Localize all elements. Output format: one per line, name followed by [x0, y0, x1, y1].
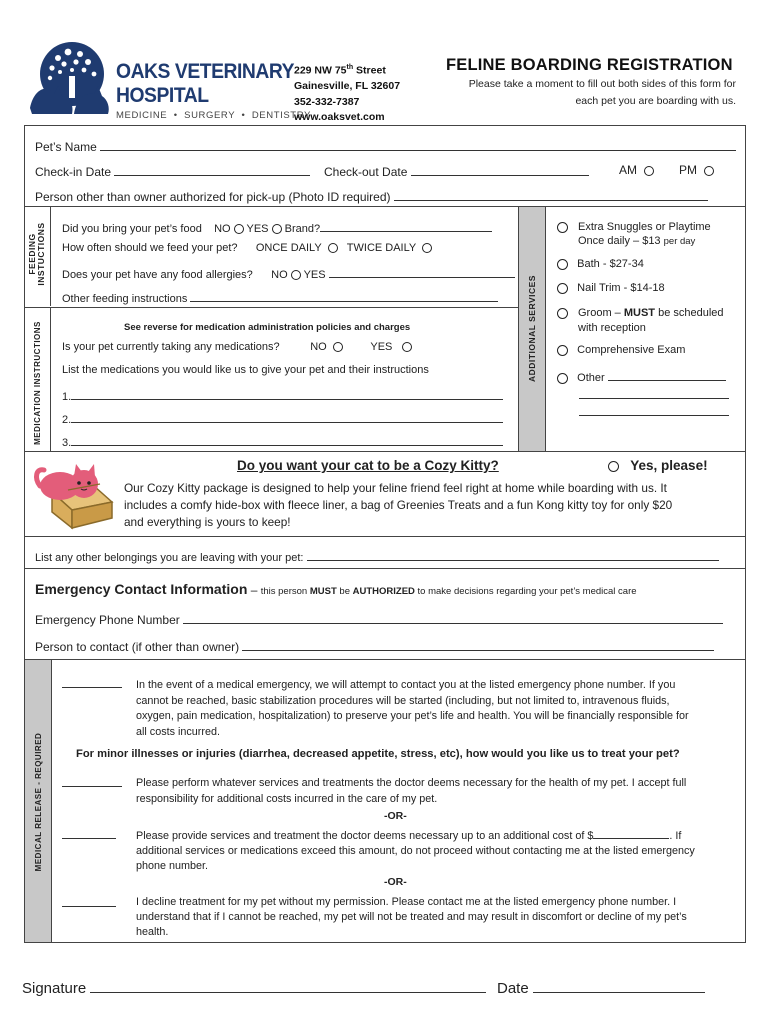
initial-field-3[interactable] [62, 828, 116, 839]
belongings-label: List any other belongings you are leaving with your pet: [35, 552, 304, 564]
clinic-name-line2: HOSPITAL [116, 84, 209, 107]
medical-release-tab-label: MEDICAL RELEASE - REQUIRED [34, 732, 43, 872]
exam-label: Comprehensive Exam [577, 344, 686, 356]
emergency-contact-label: Person to contact (if other than owner) [35, 640, 240, 654]
medication-list-label: List the medications you would like us to give your pet and their instructions [62, 364, 429, 376]
option-limited-treatment [136, 828, 695, 874]
medication-item-3 [62, 433, 503, 449]
cozy-kitty-question: Do you want your cat to be a Cozy Kitty? [237, 458, 499, 473]
or-divider-1: -OR- [384, 810, 407, 822]
medication-3-field[interactable] [71, 433, 503, 446]
pet-name-label: Pet’s Name [35, 140, 97, 154]
pm-radio[interactable] [704, 166, 714, 176]
option3-line1: I decline treatment for my pet without my permission. Please contact me at the listed emergency phone number. I [136, 896, 677, 908]
emergency-header: Emergency Contact Information – this person MUST be AUTHORIZED to make decisions regarding your pet’s medical care [35, 581, 637, 597]
medication-item-1 [62, 387, 503, 403]
service-exam[interactable] [557, 344, 685, 356]
initial-field-2[interactable] [62, 776, 122, 787]
snuggles-label-line1: Extra Snuggles or Playtime [578, 221, 711, 233]
signature-row [22, 978, 486, 997]
pickup-label: Person other than owner authorized for pick-up (Photo ID required) [35, 190, 391, 204]
nail-trim-radio[interactable] [557, 283, 568, 294]
bath-label: Bath - $27-34 [577, 258, 644, 270]
emergency-policy-text [136, 678, 689, 740]
divider-basic [24, 206, 746, 207]
nail-trim-label: Nail Trim - $14-18 [577, 282, 665, 294]
emergency-phone-row [35, 611, 723, 627]
cozy-desc-line3: and everything is yours to keep! [124, 515, 291, 529]
divider-cozy [24, 536, 746, 537]
once-daily-label: ONCE DAILY [255, 242, 322, 254]
food-no-radio[interactable] [234, 224, 244, 234]
option2-line2: additional services or medications exceed this amount, do not proceed without contacting me at the listed emergency [136, 845, 695, 857]
feeding-tab-label: FEEDING INSTUCTIONS [27, 222, 46, 286]
medication-item-2-number: 2. [62, 414, 72, 426]
emergency-note: this person MUST be AUTHORIZED to make decisions regarding your pet’s medical care [260, 586, 637, 597]
cat-in-box-icon [32, 456, 120, 530]
other-service-line-2[interactable] [579, 388, 729, 399]
divider-services [24, 451, 746, 452]
option-decline-treatment [136, 895, 687, 940]
allergies-yes-label: YES [303, 269, 326, 281]
am-option[interactable] [619, 163, 654, 177]
groom-label-line1: Groom – MUST be scheduled [578, 307, 724, 319]
medication-question-row [62, 341, 412, 353]
signature-field[interactable] [90, 978, 486, 993]
option2-line1: Please provide services and treatment the doctor deems necessary up to an additional cost of $ . If [136, 830, 682, 842]
medication-item-3-number: 3. [62, 437, 72, 449]
instructions-line1: Please take a moment to fill out both sides of this form for [468, 78, 736, 90]
food-question-row [62, 219, 492, 235]
cozy-yes-label: Yes, please! [630, 458, 708, 473]
brand-field[interactable] [320, 219, 492, 232]
frequency-row [62, 242, 432, 254]
date-label: Date [497, 980, 529, 997]
food-yes-radio[interactable] [272, 224, 282, 234]
other-radio[interactable] [557, 373, 568, 384]
emergency-title: Emergency Contact Information [35, 581, 248, 597]
emergency-contact-field[interactable] [242, 638, 714, 651]
clinic-phone: 352-332-7387 [294, 95, 360, 108]
medication-item-2 [62, 410, 503, 426]
allergies-row [62, 265, 515, 281]
allergies-no-radio[interactable] [291, 270, 301, 280]
instructions-line2: each pet you are boarding with us. [575, 95, 736, 107]
policy-line3: oxygen, pain medication, hospitalization) to preserve your pet’s life and health. You will be financially responsible for [136, 710, 689, 722]
am-label: AM [619, 163, 637, 177]
service-other[interactable] [557, 368, 726, 384]
or-divider-2: -OR- [384, 876, 407, 888]
food-question-label: Did you bring your pet’s food [62, 223, 202, 235]
medication-question-label: Is your pet currently taking any medications? [62, 341, 280, 353]
clinic-address [294, 60, 400, 126]
snuggles-label-line2: Once daily – $13 per day [578, 235, 696, 247]
brand-label: Brand? [284, 223, 321, 235]
cozy-desc-line2: includes a comfy hide-box with fleece liner, a bag of Greenies Treats and a fun Kong kitty toy for only $20 [124, 498, 673, 512]
groom-radio[interactable] [557, 308, 568, 319]
emergency-phone-label: Emergency Phone Number [35, 613, 180, 627]
pm-label: PM [679, 163, 697, 177]
see-reverse-note: See reverse for medication administration policies and charges [124, 322, 411, 333]
initial-field-4[interactable] [62, 896, 116, 907]
other-feeding-field[interactable] [190, 289, 498, 302]
pickup-person-field[interactable] [394, 188, 708, 201]
checkin-date-field[interactable] [114, 163, 310, 176]
option1-line1: Please perform whatever services and treatments the doctor deems necessary for the health of my pet. I accept full [136, 777, 687, 789]
pickup-row [35, 188, 708, 204]
groom-label-line2: with reception [578, 322, 646, 334]
initial-field-1[interactable] [62, 677, 122, 688]
date-row [497, 978, 705, 997]
checkout-label: Check-out Date [324, 165, 408, 179]
clinic-name [116, 60, 294, 108]
medication-yes-label: YES [370, 341, 393, 353]
policy-line2: cannot be reached, basic stabilization procedures will be started (including, but not limited to, intravenous fluids, [136, 694, 670, 707]
service-nail-trim[interactable] [557, 282, 665, 294]
food-yes-label: YES [246, 223, 269, 235]
medication-item-1-number: 1. [62, 391, 72, 403]
option3-line2: understand that if I cannot be reached, my pet will not be treated and may result in discomfort or decline of my pet’s [136, 911, 687, 923]
emergency-contact-row [35, 638, 714, 654]
allergies-field[interactable] [329, 265, 515, 278]
snuggles-radio[interactable] [557, 222, 568, 233]
form-title: FELINE BOARDING REGISTRATION [446, 56, 733, 74]
option3-line3: health. [136, 926, 169, 938]
checkout-row [324, 163, 589, 179]
divider-emergency [24, 659, 746, 660]
signature-label: Signature [22, 980, 87, 997]
am-radio[interactable] [644, 166, 654, 176]
medication-1-field[interactable] [71, 387, 503, 400]
belongings-field[interactable] [307, 548, 719, 561]
signature-date-field[interactable] [533, 978, 705, 993]
service-groom[interactable] [557, 306, 724, 336]
medication-2-field[interactable] [71, 410, 503, 423]
cozy-kitty-image [32, 456, 120, 530]
option-full-treatment [136, 776, 686, 807]
allergies-no-label: NO [271, 269, 288, 281]
divider-belongings [24, 568, 746, 569]
policy-line1: In the event of a medical emergency, we will attempt to contact you at the listed emergency phone number. If you [136, 679, 676, 691]
medication-yes-radio[interactable] [402, 342, 412, 352]
service-bath[interactable] [557, 258, 644, 270]
address-line2: Gainesville, FL 32607 [294, 80, 401, 92]
allergies-question-label: Does your pet have any food allergies? [62, 269, 253, 281]
cost-limit-field[interactable] [593, 828, 669, 839]
frequency-question-label: How often should we feed your pet? [62, 242, 238, 254]
pm-option[interactable] [679, 163, 714, 177]
medication-no-radio[interactable] [333, 342, 343, 352]
twice-daily-label: TWICE DAILY [346, 242, 417, 254]
checkout-date-field[interactable] [411, 163, 589, 176]
pet-name-row [35, 138, 736, 154]
services-tab-label: ADDITIONAL SERVICES [527, 275, 537, 382]
other-service-field[interactable] [608, 368, 726, 381]
exam-radio[interactable] [557, 345, 568, 356]
cozy-desc-line1: Our Cozy Kitty package is designed to help your feline friend feel right at home while boarding with us. It [124, 481, 667, 495]
checkin-label: Check-in Date [35, 165, 112, 179]
other-feeding-label: Other feeding instructions [62, 293, 188, 305]
clinic-logo [24, 40, 114, 120]
policy-line4: all costs incurred. [136, 725, 221, 738]
clinic-tagline: MEDICINE • SURGERY • DENTISTRY [116, 110, 311, 121]
twice-daily-radio[interactable] [422, 243, 432, 253]
address-line1: 229 NW 75th Street [294, 64, 386, 77]
clinic-name-line1: OAKS VETERINARY [116, 60, 295, 83]
service-snuggles[interactable] [557, 220, 711, 249]
checkin-row [35, 163, 310, 179]
cozy-yes-radio[interactable] [608, 461, 619, 472]
pet-name-field[interactable] [100, 138, 736, 151]
cozy-kitty-description [124, 480, 672, 531]
other-service-line-3[interactable] [579, 405, 729, 416]
once-daily-radio[interactable] [328, 243, 338, 253]
bath-radio[interactable] [557, 259, 568, 270]
form-instructions [469, 76, 736, 110]
minor-illness-question: For minor illnesses or injuries (diarrhea, decreased appetite, stress, etc), how would you like us to treat your pet? [76, 748, 680, 760]
other-feeding-row [62, 289, 498, 305]
belongings-row [35, 548, 719, 564]
emergency-phone-field[interactable] [183, 611, 723, 624]
clinic-website[interactable]: www.oaksvet.com [294, 111, 385, 123]
other-label: Other [577, 372, 605, 384]
tree-animals-logo-icon [24, 40, 114, 120]
food-no-label: NO [214, 223, 231, 235]
cozy-kitty-yes[interactable] [608, 458, 708, 473]
option1-line2: responsibility for additional costs incurred in the care of my pet. [136, 792, 438, 805]
option2-line3: phone number. [136, 860, 209, 872]
medication-no-label: NO [310, 341, 327, 353]
medication-tab-label: MEDICATION INSTRUCTIONS [33, 321, 42, 445]
divider-feeding [24, 307, 518, 308]
